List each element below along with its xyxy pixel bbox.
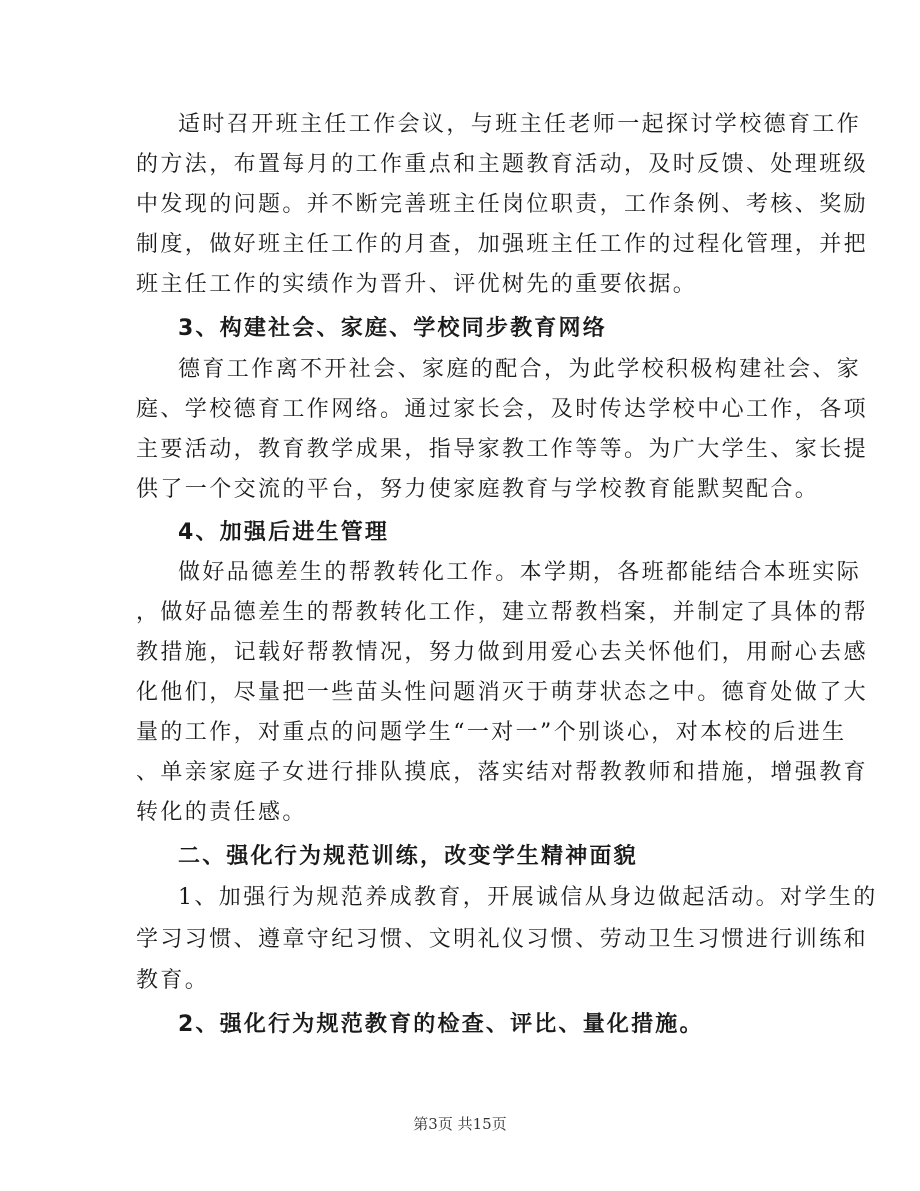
paragraph-line: 1、加强行为规范养成教育，开展诚信从身边做起活动。对学生的 [178,885,878,910]
paragraph-line: 化他们，尽量把一些苗头性问题消灭于萌芽状态之中。德育处做了大 [136,680,869,705]
section-heading: 4、加强后进生管理 [178,520,390,545]
paragraph-line: 做好品德差生的帮教转化工作。本学期，各班都能结合本班实际 [178,560,862,585]
paragraph-line: 主要活动，教育教学成果，指导家教工作等等。为广大学生、家长提 [136,437,869,462]
paragraph-line: 量的工作，对重点的问题学生“一对一”个别谈心，对本校的后进生 [136,720,847,745]
paragraph-line: 学习习惯、遵章守纪习惯、文明礼仪习惯、劳动卫生习惯进行训练和 [136,927,869,952]
paragraph-line: 转化的责任感。 [136,800,307,825]
paragraph-line: 、单亲家庭子女进行排队摸底，落实结对帮教教师和措施，增强教育 [136,760,869,785]
paragraph-line: 的方法，布置每月的工作重点和主题教育活动，及时反馈、处理班级 [136,152,869,177]
paragraph-line: 德育工作离不开社会、家庭的配合，为此学校积极构建社会、家 [178,357,862,382]
paragraph-line: 中发现的问题。并不断完善班主任岗位职责，工作条例、考核、奖励 [136,192,869,217]
paragraph-line: 教措施，记载好帮教情况，努力做到用爱心去关怀他们，用耐心去感 [136,640,869,665]
page-number-footer: 第3页 共15页 [413,1115,507,1133]
paragraph-line: 教育。 [136,968,210,993]
section-heading: 2、强化行为规范教育的检查、评比、量化措施。 [178,1012,704,1037]
paragraph-line: 制度，做好班主任工作的月查，加强班主任工作的过程化管理，并把 [136,232,869,257]
paragraph-line: 庭、学校德育工作网络。通过家长会，及时传达学校中心工作，各项 [136,397,869,422]
paragraph-line: ，做好品德差生的帮教转化工作，建立帮教档案，并制定了具体的帮 [136,600,869,625]
paragraph-line: 供了一个交流的平台，努力使家庭教育与学校教育能默契配合。 [136,477,820,502]
section-heading: 二、强化行为规范训练，改变学生精神面貌 [178,844,638,869]
section-heading: 3、构建社会、家庭、学校同步教育网络 [178,316,607,341]
paragraph-line: 班主任工作的实绩作为晋升、评优树先的重要依据。 [136,272,698,297]
paragraph-line: 适时召开班主任工作会议，与班主任老师一起探讨学校德育工作 [178,112,862,137]
